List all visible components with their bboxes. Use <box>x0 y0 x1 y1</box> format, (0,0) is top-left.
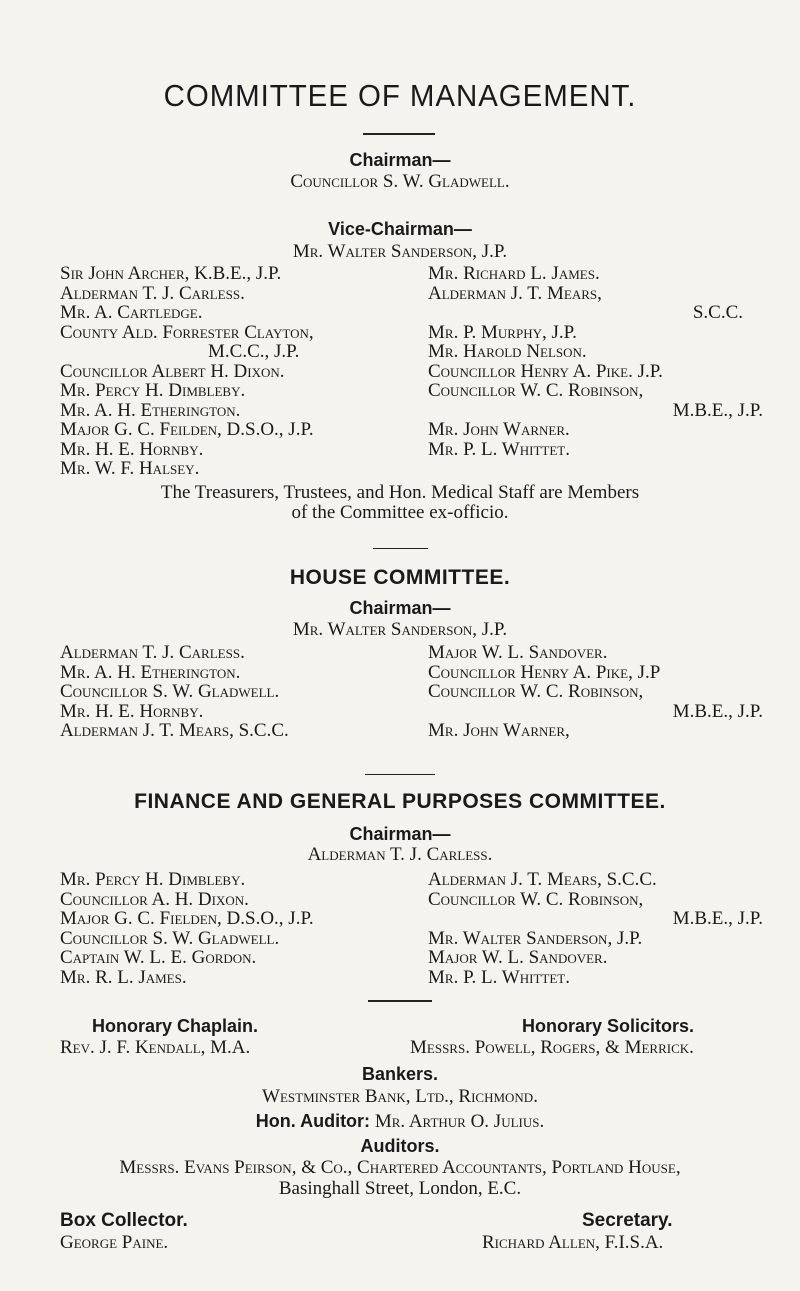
member: Councillor Henry A. Pike, J.P <box>428 661 661 683</box>
member: Mr. A. H. Etherington. <box>60 399 241 421</box>
member: Alderman T. J. Carless. <box>60 282 245 304</box>
member: Major W. L. Sandover. <box>428 642 608 663</box>
member: Councillor Albert H. Dixon. <box>60 360 285 382</box>
member: Mr. W. F. Halsey. <box>60 458 200 479</box>
divider <box>365 774 435 775</box>
member: Mr. Percy H. Dimbleby. <box>60 869 246 890</box>
house-chairman-heading: Chairman— <box>349 598 451 618</box>
member: Captain W. L. E. Gordon. <box>60 947 257 968</box>
member: Major W. L. Sandover. <box>428 947 608 968</box>
house-chairman-name: Mr. Walter Sanderson, J.P. <box>292 619 508 640</box>
member: County Ald. Forrester Clayton, <box>60 321 314 343</box>
hon-auditor-line <box>0 1111 800 1132</box>
member: Mr. H. E. Hornby. <box>60 700 204 722</box>
member: Mr. Percy H. Dimbleby. <box>60 380 246 401</box>
chaplain-name: Rev. J. F. Kendall, M.A. <box>60 1037 251 1058</box>
member: Mr. P. Murphy, J.P. <box>428 321 577 343</box>
finance-chairman-name: Alderman T. J. Carless. <box>307 844 493 865</box>
member: Mr. A. Cartledge. <box>60 302 203 323</box>
member: Sir John Archer, K.B.E., J.P. <box>60 263 282 284</box>
member: Mr. John Warner, <box>428 720 570 741</box>
member: Councillor W. C. Robinson, <box>428 888 644 910</box>
bankers-heading: Bankers. <box>361 1064 439 1084</box>
member: Councillor W. C. Robinson, <box>428 681 644 702</box>
management-members-left <box>60 264 390 479</box>
member: Mr. R. L. James. <box>60 966 187 988</box>
chaplain-heading: Honorary Chaplain. <box>92 1016 259 1036</box>
auditors-line1 <box>0 1158 800 1178</box>
box-collector-heading: Box Collector. <box>60 1210 188 1231</box>
member: Councillor S. W. Gladwell. <box>60 927 280 949</box>
box-collector-name: George Paine. <box>60 1232 169 1253</box>
member-suffix: M.B.E., J.P. <box>672 908 763 929</box>
finance-members-left <box>60 870 400 987</box>
house-members-left <box>60 643 390 741</box>
chairman-name: Councillor S. W. Gladwell. <box>290 171 510 192</box>
hon-auditor-label: Hon. Auditor: <box>255 1111 371 1131</box>
ex-officio-note-line1: The Treasurers, Trustees, and Hon. Medical Staff are Members <box>160 482 640 503</box>
vice-chairman-name: Mr. Walter Sanderson, J.P. <box>292 241 508 262</box>
auditors-line2: Basinghall Street, London, E.C. <box>278 1178 522 1199</box>
bankers-name: Westminster Bank, Ltd., Richmond. <box>262 1086 538 1107</box>
chairman-heading: Chairman— <box>349 150 451 170</box>
member: Alderman T. J. Carless. <box>60 642 245 663</box>
member: Mr. Walter Sanderson, J.P. <box>428 927 643 949</box>
member-suffix: M.B.E., J.P. <box>672 399 763 421</box>
member: Councillor A. H. Dixon. <box>60 888 249 910</box>
member: Mr. H. E. Hornby. <box>60 438 204 460</box>
secretary-heading: Secretary. <box>582 1210 673 1231</box>
member: Mr. Richard L. James. <box>428 263 600 284</box>
auditors-heading: Auditors. <box>360 1136 440 1156</box>
member: Alderman J. T. Mears, <box>428 282 602 304</box>
member: Alderman J. T. Mears, S.C.C. <box>428 869 657 890</box>
member: Major G. C. Feilden, D.S.O., J.P. <box>60 419 314 440</box>
member: Councillor W. C. Robinson, <box>428 380 644 401</box>
solicitors-heading: Honorary Solicitors. <box>522 1016 695 1036</box>
finance-committee-title: FINANCE AND GENERAL PURPOSES COMMITTEE. <box>134 790 666 813</box>
member-suffix: M.B.E., J.P. <box>672 700 763 722</box>
vice-chairman-heading: Vice-Chairman— <box>328 219 472 239</box>
member: Mr. P. L. Whittet. <box>428 966 570 988</box>
auditors-text: Messrs. Evans Peirson, & Co., Chartered Accountants, Portland House, <box>119 1157 681 1178</box>
finance-members-right <box>428 870 763 987</box>
secretary-name: Richard Allen, F.I.S.A. <box>482 1232 664 1253</box>
divider <box>363 133 435 135</box>
finance-chairman-heading: Chairman— <box>349 824 451 844</box>
house-committee-title: HOUSE COMMITTEE. <box>289 566 511 589</box>
member-suffix: S.C.C. <box>692 302 743 323</box>
ex-officio-note-line2: of the Committee ex-officio. <box>291 502 509 523</box>
member: Councillor S. W. Gladwell. <box>60 681 280 702</box>
page-title: COMMITTEE OF MANAGEMENT. <box>163 78 637 113</box>
member: Major G. C. Fielden, D.S.O., J.P. <box>60 908 314 929</box>
member-suffix: M.C.C., J.P. <box>208 341 300 362</box>
member: Councillor Henry A. Pike. J.P. <box>428 360 663 382</box>
management-members-right <box>428 264 763 459</box>
solicitors-name: Messrs. Powell, Rogers, & Merrick. <box>410 1037 694 1058</box>
member: Mr. A. H. Etherington. <box>60 661 241 683</box>
member: Mr. John Warner. <box>428 419 570 440</box>
member: Mr. P. L. Whittet. <box>428 438 570 460</box>
divider <box>373 548 428 549</box>
member: Mr. Harold Nelson. <box>428 341 587 362</box>
member: Alderman J. T. Mears, S.C.C. <box>60 720 289 741</box>
hon-auditor-name: Mr. Arthur O. Julius. <box>374 1111 545 1132</box>
divider <box>368 1000 432 1002</box>
house-members-right <box>428 643 763 741</box>
